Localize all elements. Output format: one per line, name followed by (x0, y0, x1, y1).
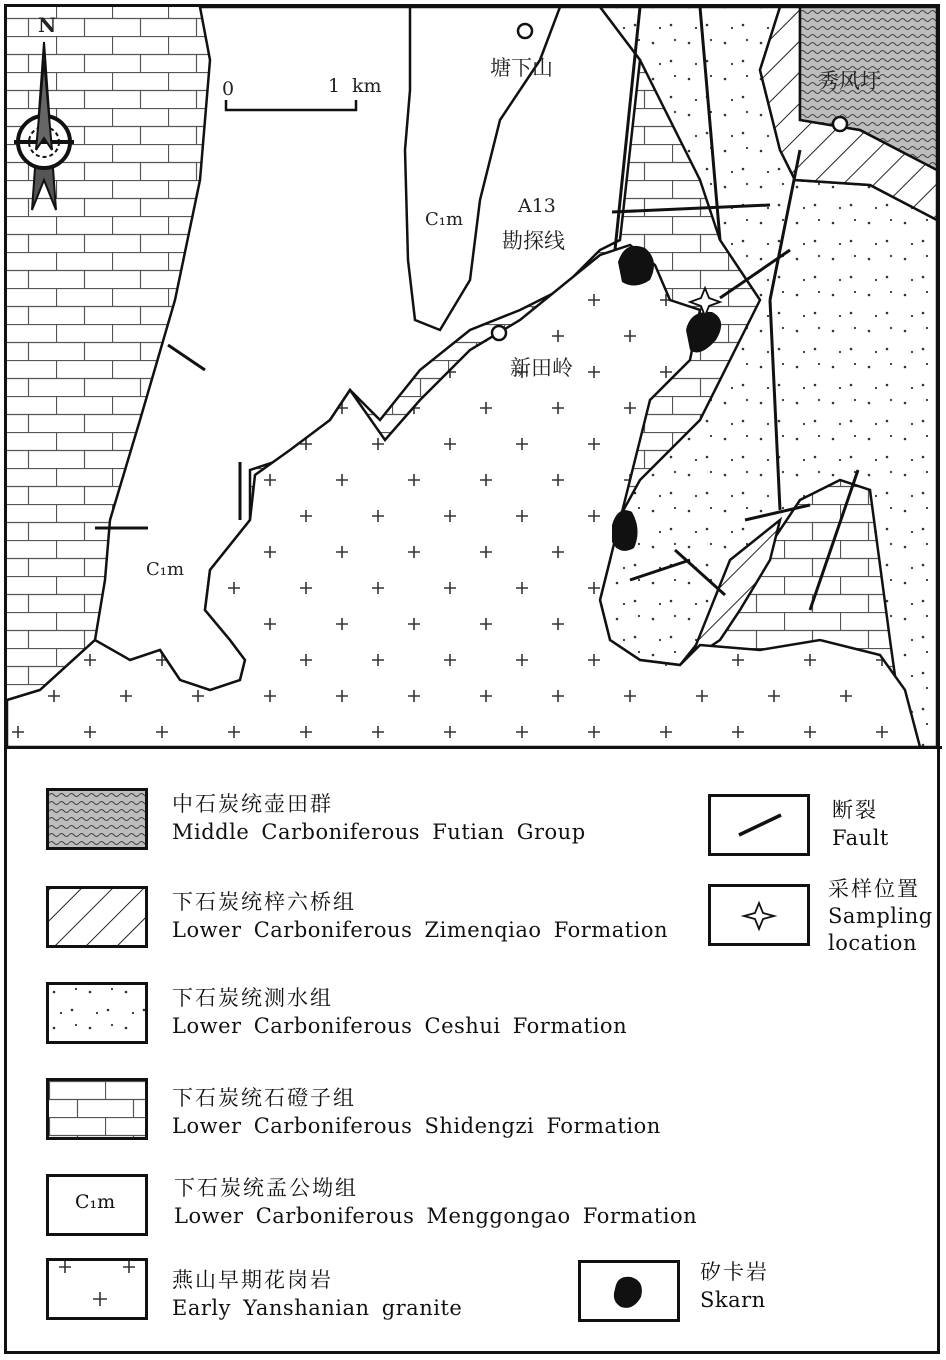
legend-en-line2: location (828, 931, 917, 955)
scale-unit-label: km (352, 75, 382, 97)
tangxiashan-marker (518, 24, 532, 38)
legend-en: Early Yanshanian granite (172, 1296, 463, 1320)
legend-label-zimenqiao (172, 888, 668, 944)
cross-pattern-icon (49, 1261, 145, 1317)
legend-en-line1: Sampling (828, 904, 933, 928)
legend-en: Lower Carboniferous Zimenqiao Formation (172, 918, 669, 942)
legend-en: Skarn (700, 1288, 766, 1312)
xiufengyu-marker (833, 117, 847, 131)
xintianling-marker (492, 326, 506, 340)
exploration-line-code: A13 (518, 195, 556, 217)
legend-zh: 下石炭统石磴子组 (172, 1086, 356, 1110)
fault-line-icon (711, 797, 807, 853)
legend-zh: 矽卡岩 (700, 1260, 769, 1284)
legend-swatch-granite (46, 1258, 148, 1320)
legend-label-ceshui (172, 984, 627, 1040)
dot-pattern-icon (49, 985, 145, 1041)
legend-swatch-futian (46, 788, 148, 850)
sampling-star-icon (711, 887, 807, 943)
menggongao-map-label-2: C₁m (146, 559, 185, 580)
legend-label-futian (172, 790, 586, 846)
legend-swatch-zimenqiao (46, 886, 148, 948)
legend-label-menggongao (174, 1174, 697, 1230)
legend-swatch-ceshui (46, 982, 148, 1044)
exploration-line-label: 勘探线 (502, 229, 565, 253)
legend-en: Lower Carboniferous Shidengzi Formation (172, 1114, 661, 1138)
legend-swatch-skarn (578, 1260, 680, 1322)
legend-swatch-sampling (708, 884, 810, 946)
legend-label-granite (172, 1266, 462, 1322)
legend-label-sampling (828, 876, 933, 957)
legend-swatch-shidengzi (46, 1078, 148, 1140)
legend-swatch-fault (708, 794, 810, 856)
xiufengyu-label: 秀风圩 (818, 69, 881, 93)
legend-zh: 断裂 (832, 798, 878, 822)
map-legend-divider (4, 746, 942, 749)
brick-pattern-icon (49, 1081, 145, 1137)
skarn-body-3 (612, 510, 638, 551)
legend-label-shidengzi (172, 1084, 661, 1140)
tangxiashan-label: 塘下山 (490, 56, 553, 80)
legend-en: Fault (832, 826, 889, 850)
scale-end-label: 1 (328, 75, 341, 97)
menggongao-symbol: C₁m (75, 1191, 116, 1213)
legend-zh: 下石炭统孟公坳组 (174, 1176, 358, 1200)
legend-swatch-menggongao (46, 1174, 148, 1236)
legend-en: Lower Carboniferous Ceshui Formation (172, 1014, 628, 1038)
menggongao-map-label-1: C₁m (425, 209, 464, 230)
legend-zh: 下石炭统梓六桥组 (172, 890, 356, 914)
legend-label-fault (832, 796, 889, 852)
legend-en: Lower Carboniferous Menggongao Formation (174, 1204, 698, 1228)
legend-label-skarn (700, 1258, 769, 1314)
hatch-pattern-icon (49, 889, 145, 945)
scale-start-label: 0 (222, 78, 235, 100)
north-label: N (38, 13, 57, 37)
legend-zh: 中石炭统壶田群 (172, 792, 333, 816)
xintianling-label: 新田岭 (510, 356, 573, 380)
legend-en: Middle Carboniferous Futian Group (172, 820, 586, 844)
wavy-pattern-icon (49, 791, 145, 847)
legend-zh: 下石炭统测水组 (172, 986, 333, 1010)
legend-zh: 采样位置 (828, 877, 920, 901)
skarn-blob-icon (581, 1263, 677, 1319)
skarn-body-1 (618, 246, 654, 286)
legend-zh: 燕山早期花岗岩 (172, 1268, 333, 1292)
geologic-map (7, 7, 937, 747)
